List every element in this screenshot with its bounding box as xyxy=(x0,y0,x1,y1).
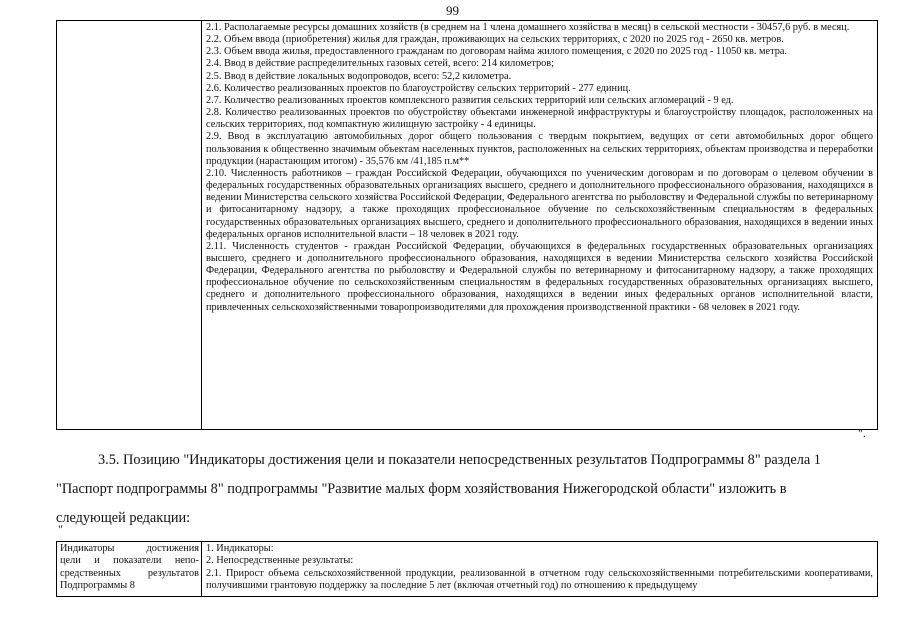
indicators-item-1: 1. Индикаторы: xyxy=(206,543,274,554)
result-item-2-9: 2.9. Ввод в эксплуатацию автомобильных дорог общего пользования с твердым покрытием, ведущих от сети автомобильных дорог общего пользования к общественно значимым объектам населенных пунктов, расположенных на сельских территориях, объектам производства и переработки продукции (нарастающим итогом) - 35,576 км /41,185 п.м** xyxy=(206,131,873,167)
indicators-header-cell xyxy=(57,542,202,596)
result-item-2-3: 2.3. Объем ввода жилья, предоставленного гражданам по договорам найма жилого помещения, с 2020 по 2025 год - 11050 кв. метра. xyxy=(206,46,788,58)
result-item-2-8: 2.8. Количество реализованных проектов по обустройству объектами инженерной инфраструктуры и благоустройству площадок, расположенных на сельских территориях, под компактную жилищную застройку - 4 единицы. xyxy=(206,107,873,131)
results-table-continuation xyxy=(56,20,878,430)
table-content-cell xyxy=(202,21,877,429)
table-label-cell xyxy=(57,21,202,429)
result-item-2-7: 2.7. Количество реализованных проектов комплексного развития сельских территорий или сельских агломераций - 9 ед. xyxy=(206,94,734,106)
indicators-table xyxy=(56,541,878,597)
page-number: 99 xyxy=(446,3,459,18)
results-item-2: 2. Непосредственные результаты: xyxy=(206,555,354,567)
section-3-5-paragraph xyxy=(56,446,878,533)
result-item-2-5: 2.5. Ввод в действие локальных водопроводов, всего: 52,2 километра. xyxy=(206,70,512,82)
result-item-2-6: 2.6. Количество реализованных проектов по благоустройству сельских территорий - 277 единиц. xyxy=(206,82,631,94)
result-item-2-4: 2.4. Ввод в действие распределительных газовых сетей, всего: 214 километров; xyxy=(206,58,555,70)
header-line: цели и показатели непо- xyxy=(60,555,199,567)
opening-quote-mark: " xyxy=(58,522,63,536)
header-line: Подпрограммы 8 xyxy=(60,579,135,591)
paragraph-line-1: 3.5. Позицию "Индикаторы достижения цели и показатели непосредственных результатов Подпрограммы 8" раздела 1 xyxy=(98,452,821,468)
results-item-2-1: 2.1. Прирост объема сельскохозяйственной продукции, реализованной в отчетном году сельскохозяйственными потребительскими кооперативами, получившими грантовую поддержку за последние 5 лет (включая отчетный год) по отношению к предыдущему xyxy=(206,567,873,591)
closing-quote-mark: ". xyxy=(858,426,866,440)
result-item-2-11: 2.11. Численность студентов - граждан Российской Федерации, обучающихся в федеральных государственных образовательных организациях высшего, среднего и дополнительного профессионального образования, находящихся в ведении Министерства сельского хозяйства Российской Федерации, Федерального агентства по рыболовству и Федеральной службы по ветеринарному и фитосанитарному надзору, а также проходящих профессиональное обучение по сельскохозяйственным специальностям в федеральных государственных образовательных организациях высшего, среднего и дополнительного профессионального образования, находящихся в ведении иных федеральных органов исполнительной власти, привлеченных сельскохозяйственными товаропроизводителями для прохождения производственной практики - 68 человек в 2021 году. xyxy=(206,240,873,313)
result-item-2-10: 2.10. Численность работников – граждан Российской Федерации, обучающихся по ученическим договорам и по договорам о целевом обучении в федеральных государственных образовательных организациях высшего, среднего и дополнительного профессионального образования, находящихся в ведении Министерства сельского хозяйства Российской Федерации, Федерального агентства по рыболовству и Федеральной службы по ветеринарному и фитосанитарному надзору, а также проходящих профессиональное обучение по сельскохозяйственным специальностям в федеральных государственных образовательных организациях высшего, среднего и дополнительного профессионального образования, находящихся в ведении иных федеральных органов исполнительной власти – 18 человек в 2021 году. xyxy=(206,167,873,240)
header-line: средственных результатов xyxy=(60,567,199,579)
header-line: Индикаторы достижения xyxy=(60,543,199,554)
result-item-2-1: 2.1. Располагаемые ресурсы домашних хозяйств (в среднем на 1 члена домашнего хозяйства в месяц) в сельской местности - 30457,6 руб. в месяц. xyxy=(206,22,850,33)
result-item-2-2: 2.2. Объем ввода (приобретения) жилья для граждан, проживающих на сельских территориях, с 2020 по 2025 год - 2650 кв. метров. xyxy=(206,34,784,46)
paragraph-line-3: следующей редакции: xyxy=(56,510,191,526)
indicators-content-cell xyxy=(202,542,877,596)
paragraph-line-2: "Паспорт подпрограммы 8" подпрограммы "Развитие малых форм хозяйствования Нижегородской области" изложить в xyxy=(56,481,787,497)
